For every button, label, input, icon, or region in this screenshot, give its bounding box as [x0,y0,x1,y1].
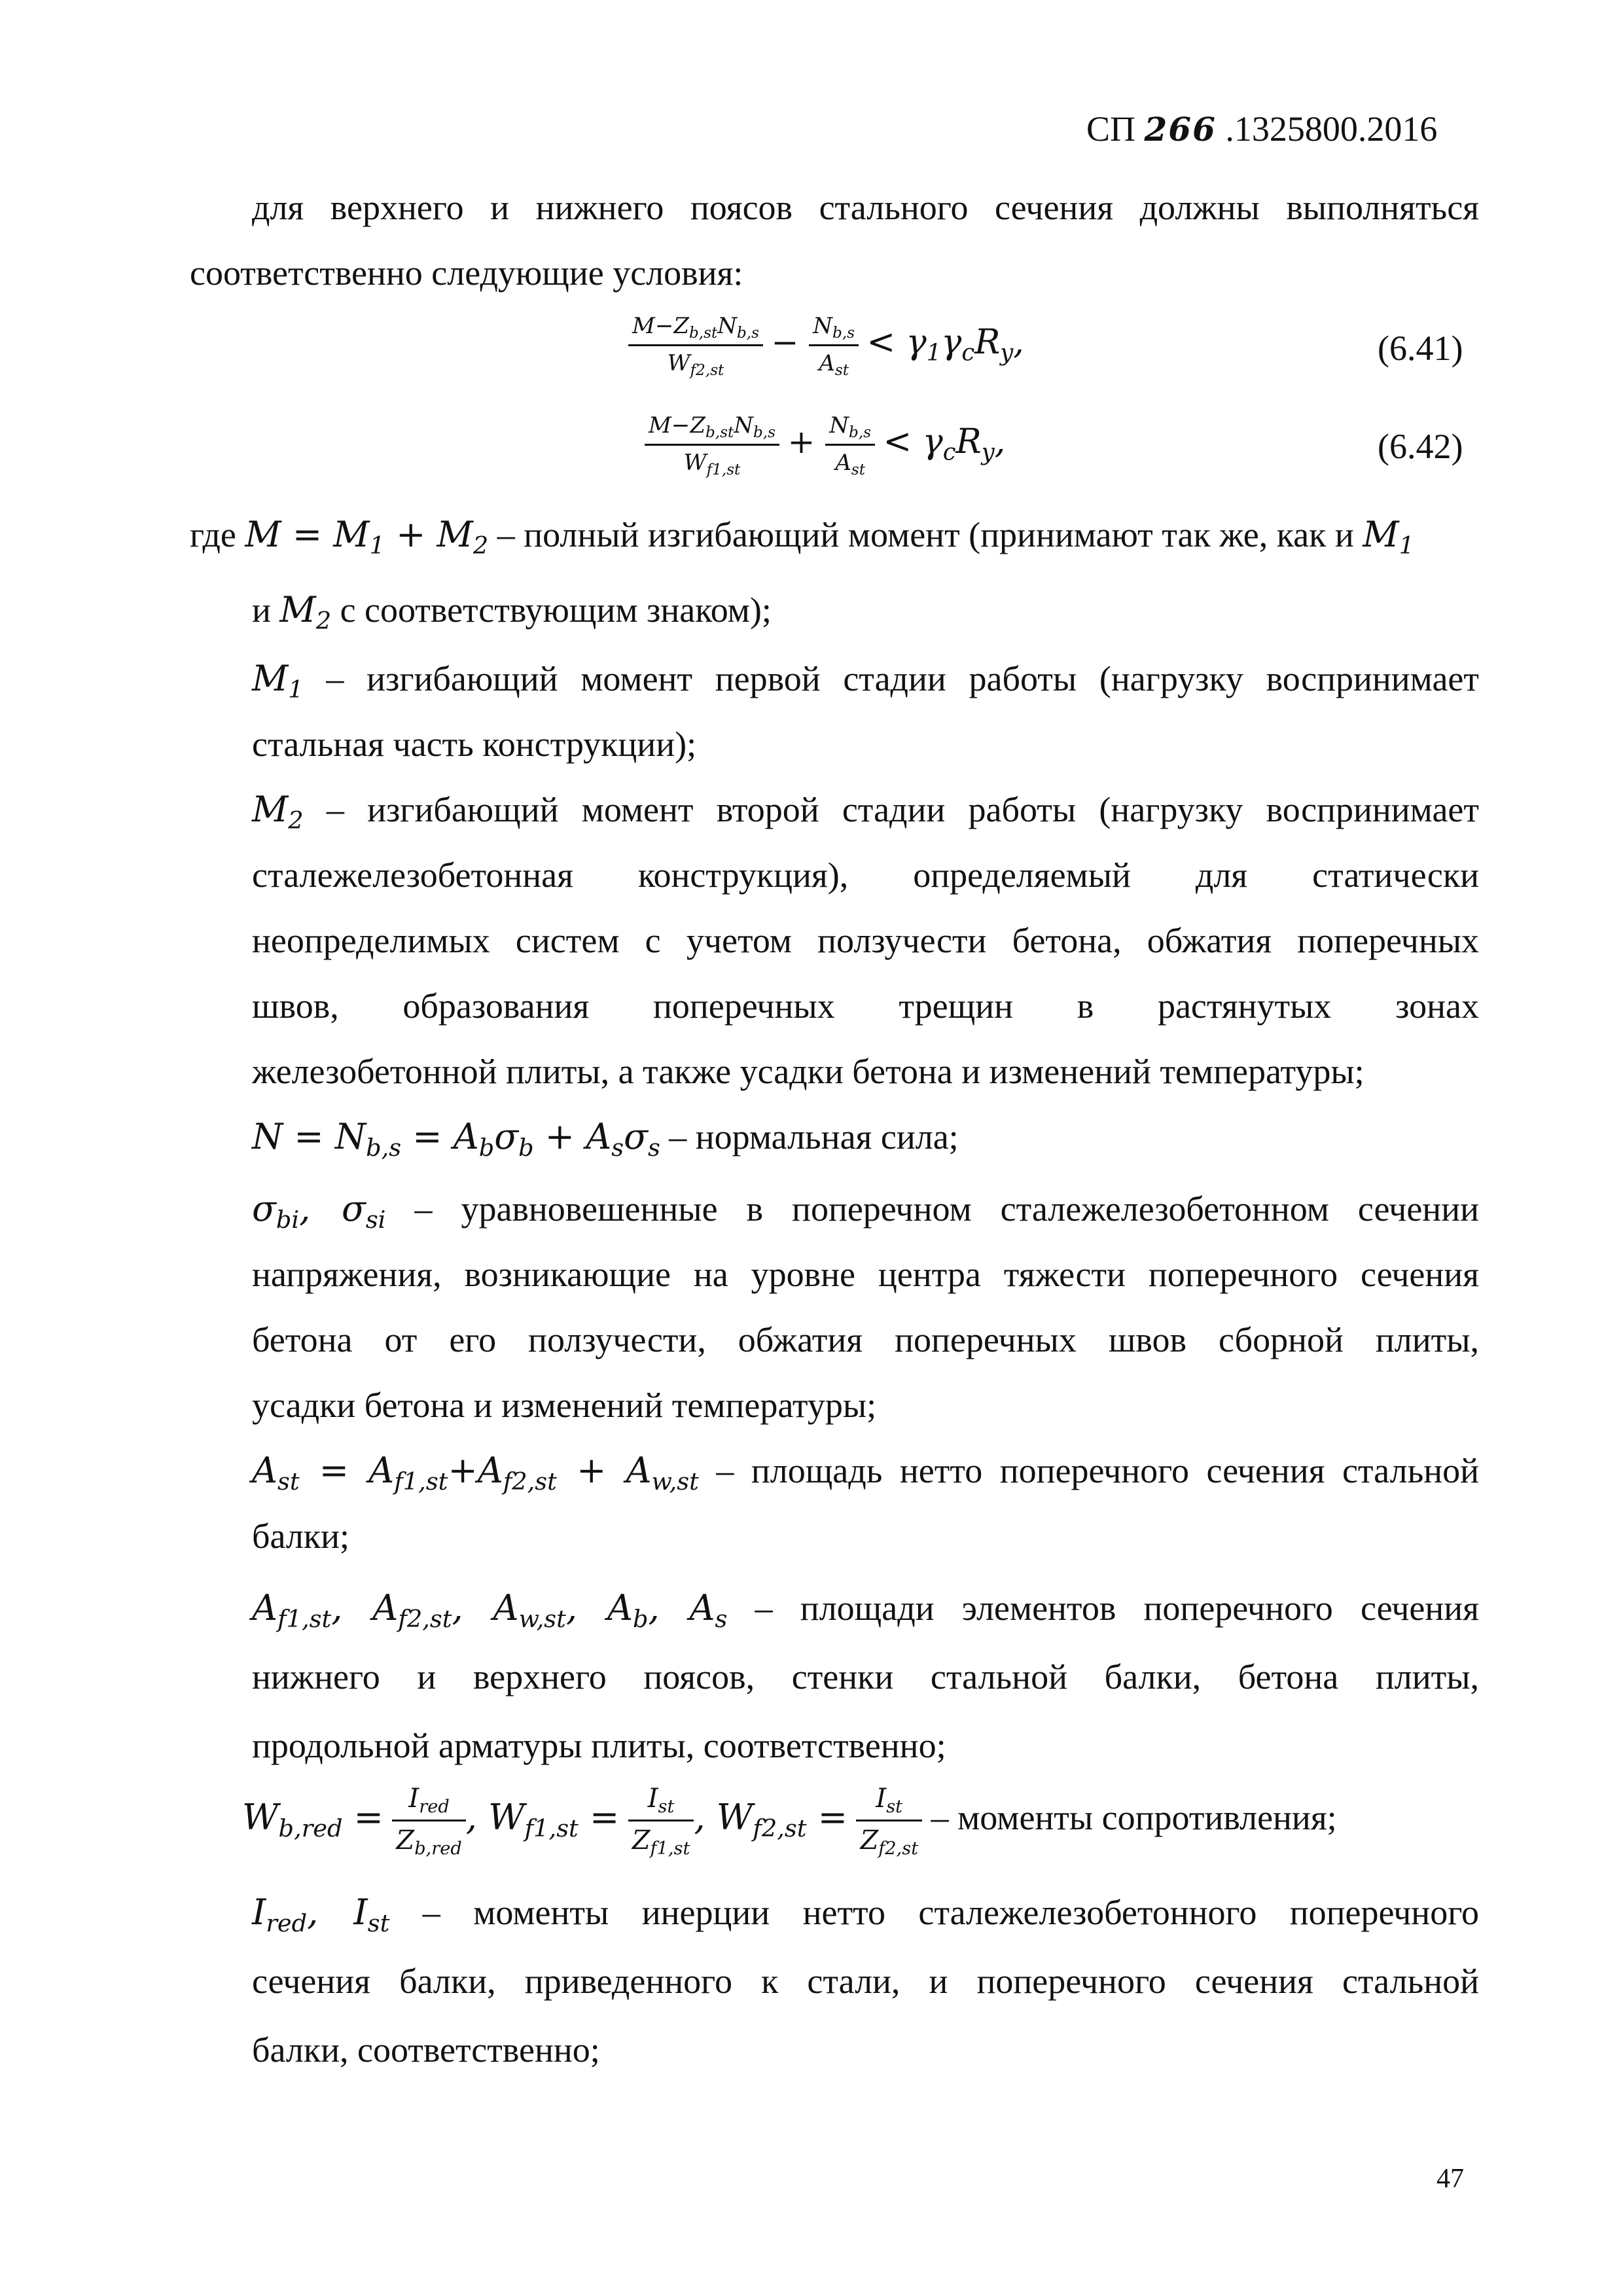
M2-definition-line-4: швов, образования поперечных трещин в растянутых зонах [252,986,1479,1026]
intro-line-2: соответственно следующие условия: [190,253,743,293]
symbol-M2-ref: $M_2$ [279,589,332,636]
symbol-sigma: $\sigma_{bi}$, $\sigma_{si}$ [252,1188,386,1234]
page-number: 47 [1436,2164,1464,2194]
areas-definition-line-1: $A_{f1,st}$, $A_{f2,st}$, $A_{w,st}$, $A_b$, $A_s$ – площади элементов поперечного сечения [252,1587,1480,1634]
W-definition: $W_{b,red}$ = $\frac{I_{red}}{Z_{b,red}}$ , $W_{f1,st}$ = $\frac{I_{st}}{Z_{f1,st}}$ , $W_{f2,st}$ = $\frac{I_{st}}{Z_{f2,st}}$ – моменты сопротивления; [242,1784,1337,1859]
N-definition: $N = N_{b,s} = A_b\sigma_b + A_s\sigma_s$ – нормальная сила; [252,1116,959,1162]
I-definition-line-1: $I_{red}$, $I_{st}$ – моменты инерции нетто сталежелезобетонного поперечного [252,1892,1480,1938]
M2-definition-line-3: неопределимых систем с учетом ползучести бетона, обжатия поперечных [252,921,1479,960]
M1-definition-line-2: стальная часть конструкции); [252,725,697,764]
M2-definition-line-2: сталежелезобетонная конструкция), определяемый для статически [252,855,1479,895]
areas-definition-line-2: нижнего и верхнего поясов, стенки стальной балки, бетона плиты, [252,1657,1479,1696]
Ast-definition-line-1: $A_{st} = A_{f1,st}+A_{f2,st} + A_{w,st}$ – площадь нетто поперечного сечения стальной [252,1450,1479,1496]
symbol-M2: $M_2$ [252,789,304,835]
equation-6-41: $\frac{M-Z_{b,st}N_{b,s}}{W_{f2,st}}$ − $\frac{N_{b,s}}{A_{st}}$ < $\gamma_1\gamma_cR_y$, [628,313,1024,379]
equation-number-6-42: (6.42) [1378,427,1463,466]
where-text-2: с соответствующим знаком); [340,590,772,630]
where-text: – полный изгибающий момент (принимают так же, как и [497,515,1363,554]
symbol-M1: $M_1$ [252,658,304,704]
document-code [1086,111,1437,147]
formula-M: $M = M_1 + M_2$ [245,514,489,560]
where-prefix: и [252,590,280,630]
sigma-definition-line-1: $\sigma_{bi}$, $\sigma_{si}$ – уравновешенные в поперечном сталежелезобетонном сечении [252,1188,1480,1234]
equation-number-6-41: (6.41) [1378,329,1463,368]
symbol-I: $I_{red}$, $I_{st}$ [252,1892,390,1938]
I-definition-line-2: сечения балки, приведенного к стали, и поперечного сечения стальной [252,1962,1479,2001]
handwritten-number: 266 [1144,110,1217,149]
Ast-definition-line-2: балки; [252,1516,350,1556]
sigma-definition-line-4: усадки бетона и изменений температуры; [252,1386,877,1425]
where-line-2 [252,589,772,636]
sigma-definition-line-2: напряжения, возникающие на уровне центра тяжести поперечного сечения [252,1255,1479,1294]
intro-line-1: для верхнего и нижнего поясов стального сечения должны выполняться [252,188,1479,227]
where-lead: где [190,515,245,554]
code-prefix: СП [1086,109,1145,149]
equation-6-42: $\frac{M-Z_{b,st}N_{b,s}}{W_{f1,st}}$ + $\frac{N_{b,s}}{A_{st}}$ < $\gamma_cR_y$, [645,412,1005,478]
sigma-definition-line-3: бетона от его ползучести, обжатия поперечных швов сборной плиты, [252,1320,1479,1359]
M2-definition-line-1: $M_2$ – изгибающий момент второй стадии работы (нагрузку воспринимает [252,789,1479,835]
formula-Ast: $A_{st} = A_{f1,st}+A_{f2,st} + A_{w,st}$ [252,1450,699,1496]
where-line [190,514,1414,560]
areas-definition-line-3: продольной арматуры плиты, соответственно; [252,1726,946,1765]
code-suffix: .1325800.2016 [1216,109,1438,149]
I-definition-line-3: балки, соответственно; [252,2030,600,2070]
M2-definition-line-5: железобетонной плиты, а также усадки бетона и изменений температуры; [252,1052,1364,1091]
symbol-areas: $A_{f1,st}$, $A_{f2,st}$, $A_{w,st}$, $A_b$, $A_s$ [252,1587,728,1634]
formula-N: $N = N_{b,s} = A_b\sigma_b + A_s\sigma_s$ [252,1116,660,1162]
symbol-M1-ref: $M_1$ [1363,514,1414,560]
M1-definition-line-1: $M_1$ – изгибающий момент первой стадии работы (нагрузку воспринимает [252,658,1479,704]
